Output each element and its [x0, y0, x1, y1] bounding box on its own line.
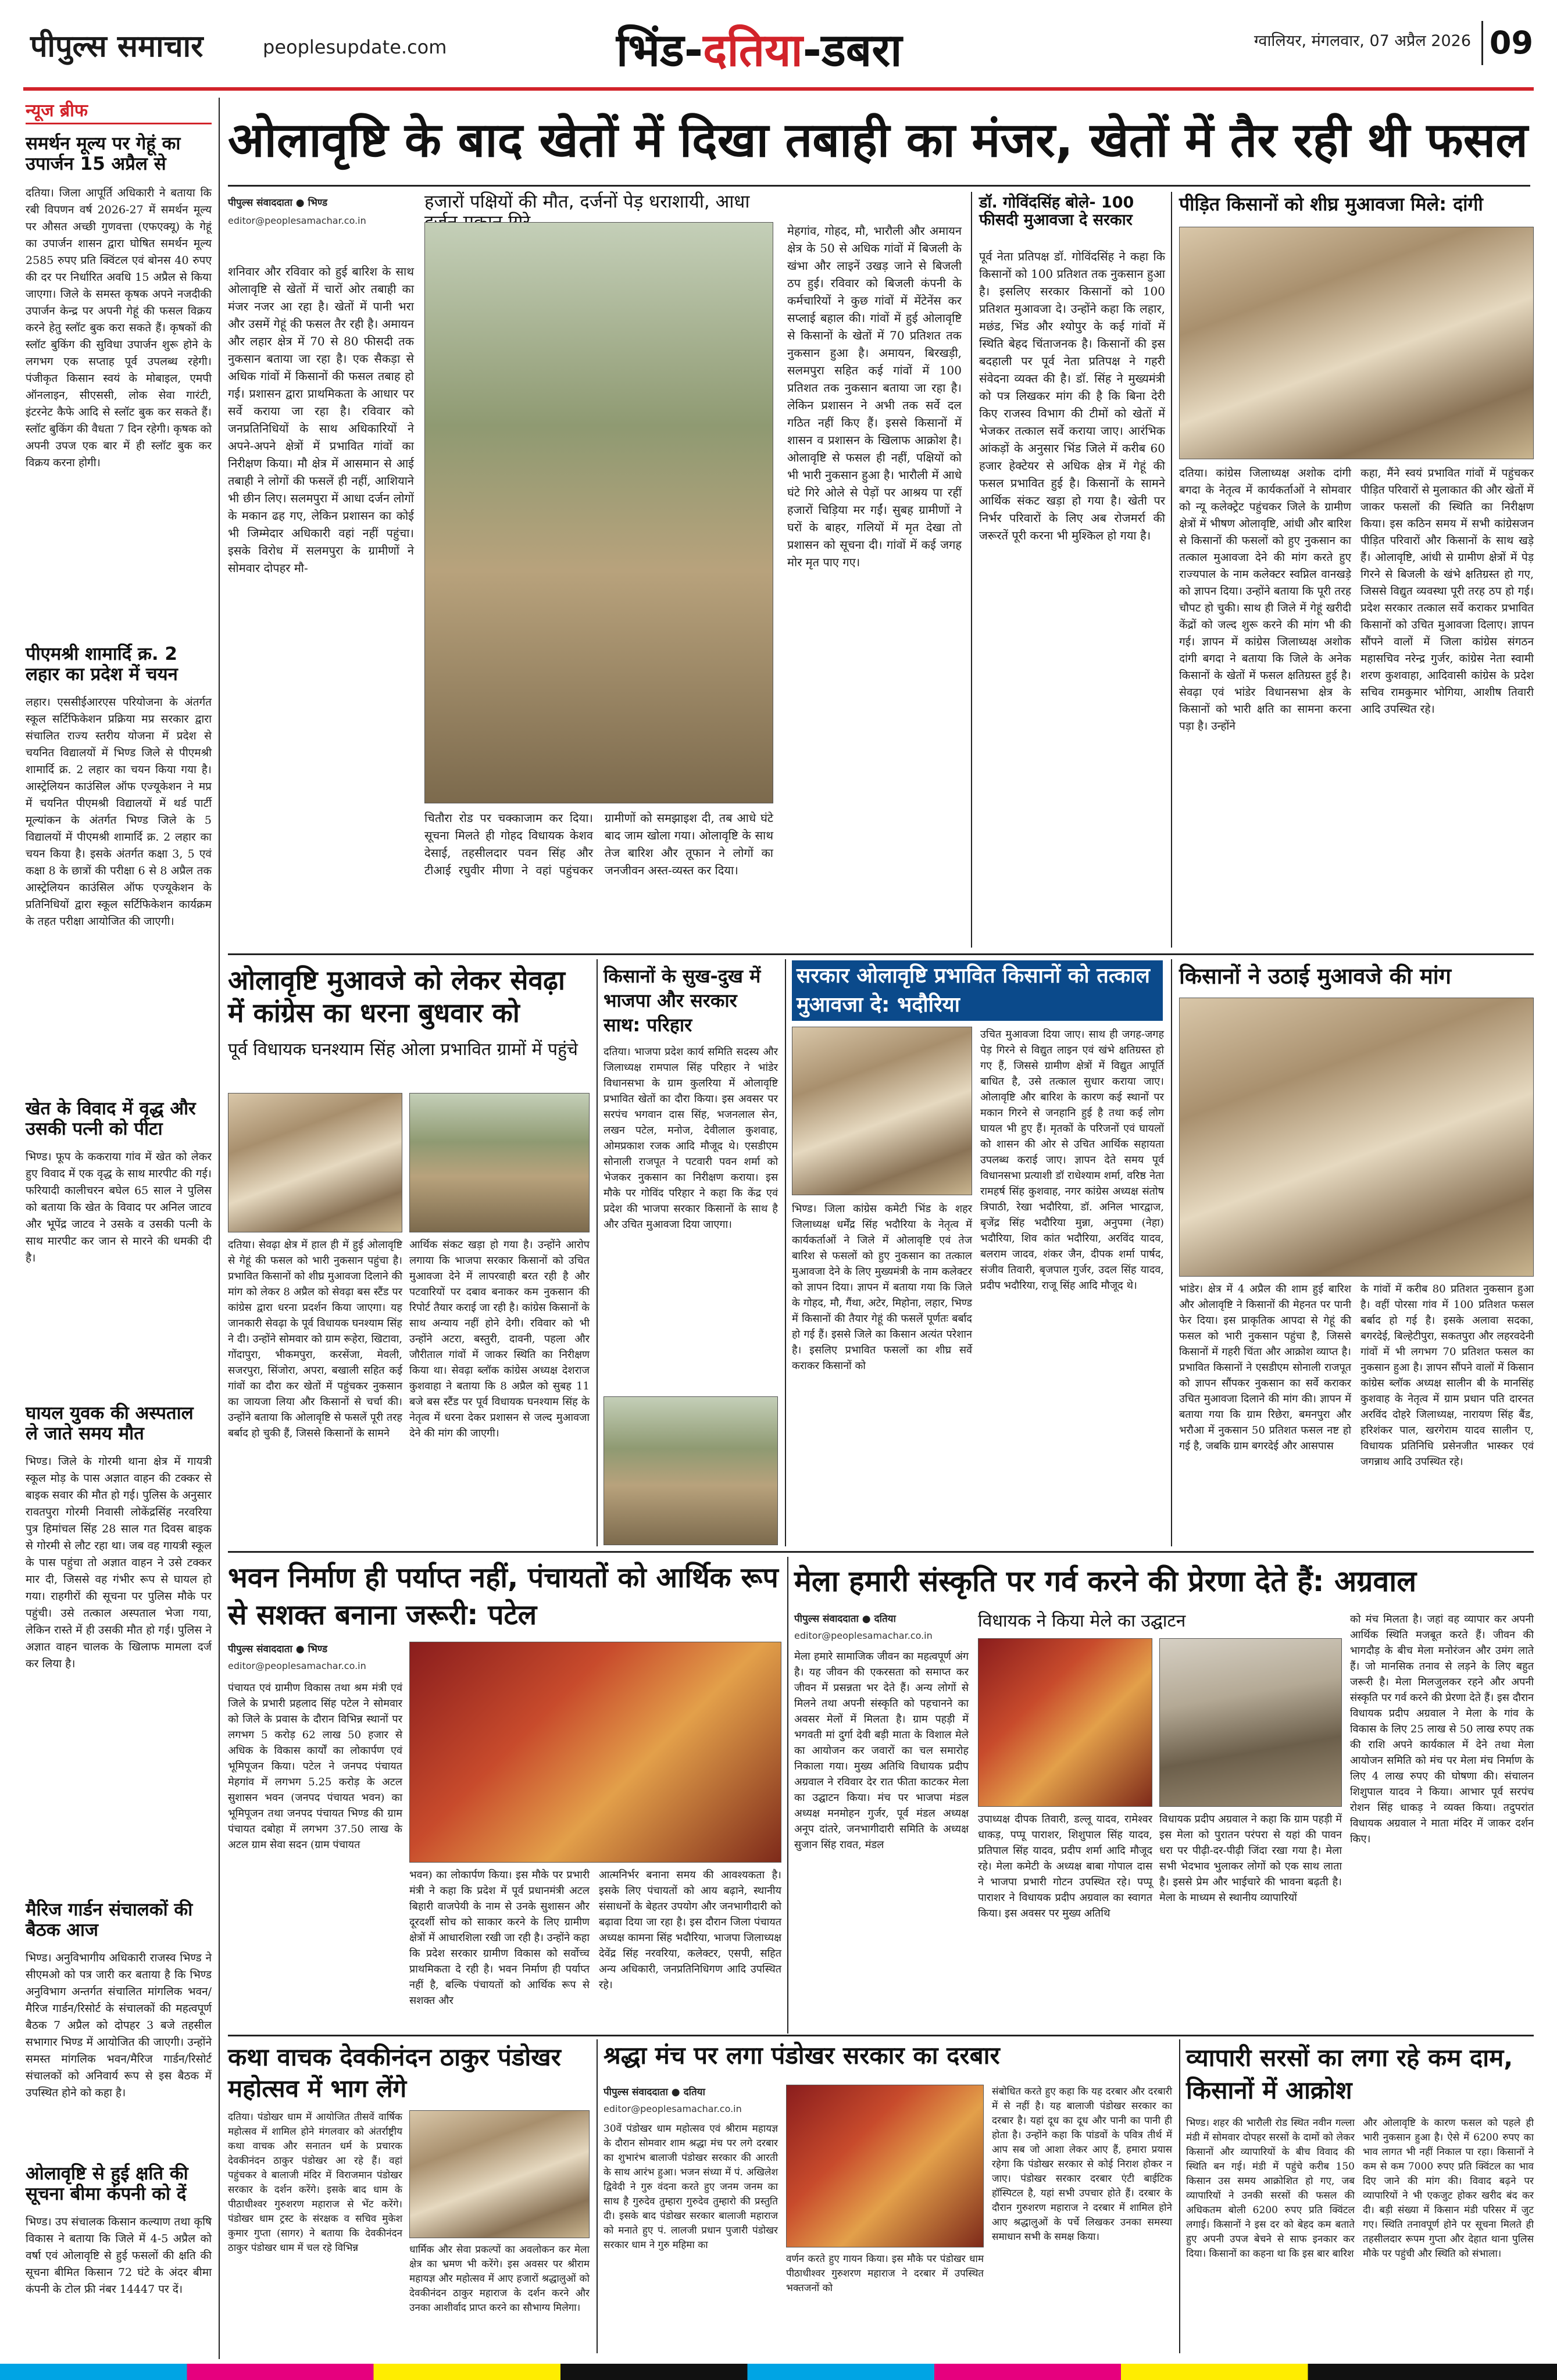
sevdha-photo-2: [409, 1093, 590, 1232]
pandokhar-email[interactable]: editor@peoplesamachar.co.in: [603, 2103, 742, 2114]
sevdha-headline: ओलावृष्टि मुआवजे को लेकर सेवढ़ा में कांग्रेस का धरना बुधवार को: [228, 964, 565, 1028]
dateline: ग्वालियर, मंगलवार, 07 अप्रैल 2026: [1254, 32, 1471, 50]
agrawal-photo-2: [1159, 1638, 1342, 1807]
bhadauria-text-col1: भिण्ड। जिला कांग्रेस कमेटी भिंड के शहर जिलाध्यक्ष धर्मेंद्र सिंह भदौरिया के नेतृत्व में कार्यकर्ताओं ने जिले में ओलावृष्टि एवं तेज बारिश से फसलों को हुए नुकसान का तत्काल मुआवजा देने के लिए मुख्यमंत्री के नाम कलेक्टर को ज्ञापन दिया। ज्ञापन में बताया गया कि जिले के गोहद, मौ, गैंथा, अटेर, मिहोना, लहार, भिण्ड में किसानों की तैयार गेहूं की फसलें पूर्णतः बर्बाद हो गई हैं। इससे जिले का किसान अत्यंत परेशान है। इसलिए प्रभावित फसलों का शीघ्र सर्वे कराकर किसानों को: [792, 1203, 972, 1372]
bhadauria-headline: सरकार ओलावृष्टि प्रभावित किसानों को तत्काल मुआवजा दे: भदौरिया: [792, 960, 1163, 1021]
katha-text-col1: दतिया। पंडोखर धाम में आयोजित तीसवें वार्षिक महोत्सव में शामिल होने मंगलवार को अंतर्राष्ट्रीय कथा वाचक और सनातन धर्म के प्रचारक देवकीनंदन ठाकुर पंडोखर आ रहे हैं। वहां पहुंचकर वे बालाजी मंदिर में विराजमान पंडोखर सरकार के दर्शन करेंगे। इसके बाद धाम के पीठाधीश्वर गुरुशरण महाराज से भेंट करेंगे। पंडोखर धाम ट्रस्ट के संरक्षक व सचिव मुकेश कुमार गुप्ता (सागर) ने बताया कि देवकीनंदन ठाकुर पंडोखर धाम में चल रहे विभिन्न: [228, 2111, 402, 2254]
section-rule: [228, 2035, 1534, 2036]
pandokhar-byline: पीपुल्स संवाददाता ● दतिया: [603, 2086, 705, 2098]
patel-text-col1: पंचायत एवं ग्रामीण विकास तथा श्रम मंत्री एवं जिले के प्रभारी प्रहलाद सिंह पटेल ने सोमवार को जिले के प्रवास के दौरान विभिन्न स्थानों पर लगभग 5 करोड़ 62 लाख 50 हजार से अधिक के विकास कार्यों का लोकार्पण एवं भूमिपूजन किया। पटेल ने जनपद पंचायत मेहगांव में लगभग 5.25 करोड़ के अटल सुशासन भवन (जनपद पंचायत भवन) का भूमिपूजन तथा जनपद पंचायत भिण्ड की ग्राम पंचायत दबोहा में लगभग 37.50 लाख के अटल ग्राम सेवा सदन (ग्राम पंचायत: [228, 1682, 402, 1851]
column-divider: [1171, 192, 1172, 948]
sevdha-text-col1: दतिया। सेवढ़ा क्षेत्र में हाल ही में हुई ओलावृष्टि से गेहूं की फसल को भारी नुकसान पहुंचा है। प्रभावित किसानों को शीघ्र मुआवजा दिलाने की मांग को लेकर 8 अप्रैल को सेवढ़ा बस स्टैंड पर कांग्रेस द्वारा धरना प्रदर्शन किया जाएगा। यह जानकारी सेवढ़ा के पूर्व विधायक घनश्याम सिंह ने दी। उन्होंने सोमवार को ग्राम रूहेरा, खिटावा, गोंदापुरा, भीकमपुरा, करसेंजा, मेवली, सजरपुरा, सिंजोरा, अपरा, बखाली सहित कई गांवों का दौरा कर खेतों में पहुंचकर नुकसान का जायजा लिया और किसानों से चर्चा की। उन्होंने बताया कि ओलावृष्टि से फसलें पूरी तरह बर्बाद हो चुकी हैं, जिससे किसानों के सामने: [228, 1239, 402, 1439]
pandokhar-text-col2: वर्णन करते हुए गायन किया। इस मौके पर पंडोखर धाम पीठाधीश्वर गुरुशरण महाराज ने दरबार में उपस्थित भक्तजनों को: [786, 2253, 984, 2294]
logo: पीपुल्स समाचार: [30, 29, 203, 64]
sevdha-photo-1: [228, 1093, 402, 1232]
dangi-headline: पीड़ित किसानों को शीघ्र मुआवजा मिले: दांगी: [1179, 193, 1483, 215]
patel-photo: [409, 1642, 781, 1863]
sevdha-text-col2: आर्थिक संकट खड़ा हो गया है। उन्होंने आरोप लगाया कि भाजपा सरकार किसानों को उचित मुआवजा देने में लापरवाही बरत रही है और पटवारियों पर दबाव बनाकर कम नुकसान की रिपोर्ट तैयार कराई जा रही है। कांग्रेस किसानों के साथ अन्याय नहीं होने देगी। रविवार को भी उन्होंने अटरा, बस्तुरी, दावनी, पहला और जौरीताल गांवों में जाकर स्थिति का निरीक्षण किया था। सेवढ़ा ब्लॉक कांग्रेस अध्यक्ष देशराज कुशवाहा ने बताया कि 8 अप्रैल को सुबह 11 बजे बस स्टैंड पर पूर्व विधायक घनश्याम सिंह के नेतृत्व में धरना देकर प्रशासन से जल्द मुआवजा देने की मांग की जाएगी।: [409, 1239, 590, 1439]
brief-title: समर्थन मूल्य पर गेहूं का उपार्जन 15 अप्रैल से: [26, 133, 181, 174]
govind-headline: डॉ. गोविंदसिंह बोले- 100 फीसदी मुआवजा दे सरकार: [979, 194, 1134, 230]
agrawal-text-col3: विधायक प्रदीप अग्रवाल ने कहा कि ग्राम पहड़ी में इस मेला को पुरातन परंपरा से यहां की पावन धरा पर पीढ़ी-दर-पीढ़ी जिंदा रखा गया है। मेला सभी भेदभाव भुलाकर लोगों को एक साथ लाता है। इससे प्रेम और भाईचारे की भावना बढ़ती है। मेला के माध्यम से स्थानीय व्यापारियों: [1159, 1813, 1342, 1904]
agrawal-text-col1: मेला हमारे सामाजिक जीवन का महत्वपूर्ण अंग है। यह जीवन की एकरसता को समाप्त कर जीवन में प्रसन्नता भर देते हैं। अन्य लोगों से मिलने तथा अपनी संस्कृति को पहचानने का अवसर मेलों में मिलता है। ग्राम पहड़ी में भगवती मां दुर्गा देवी बड़ी माता के विशाल मेले का आयोजन कर जवारों का चल समारोह निकाला गया। मुख्य अतिथि विधायक प्रदीप अग्रवाल ने रविवार देर रात फीता काटकर मेला का उद्घाटन किया। मंच पर भाजपा मंडल अध्यक्ष मनमोहन गुर्जर, पूर्व मंडल अध्यक्ष अनूप दांतरे, जनभागीदारी समिति के अध्यक्ष सुजान सिंह रावत, मंडल: [794, 1650, 969, 1851]
katha-headline: कथा वाचक देवकीनंदन ठाकुर पंडोखर महोत्सव में भाग लेंगे: [228, 2043, 561, 2103]
page-number: 09: [1481, 21, 1540, 65]
section-rule: [228, 953, 1534, 955]
lead-subhead: हजारों पक्षियों की मौत, दर्जनों पेड़ धराशायी, आधा: [424, 191, 750, 212]
brief-text: भिण्ड। फूप के ककराया गांव में खेत को लेकर हुए विवाद में एक वृद्ध के साथ मारपीट की गई। फरियादी कालीचरन बघेल 65 साल ने पुलिस को बताया कि खेत के विवाद पर अनिल जाटव और भूपेंद्र जाटव ने उसके व उसकी पत्नी के साथ मारपीट कर जान से मारने की धमकी दी है।: [26, 1150, 212, 1264]
column-divider: [1179, 2039, 1180, 2353]
brief-title: ओलावृष्टि से हुई क्षति की सूचना बीमा कंपनी को दें: [26, 2163, 188, 2204]
agrawal-text-col4: को मंच मिलता है। जहां वह व्यापार कर अपनी आर्थिक स्थिति मजबूत करते हैं। जीवन की भागदौड़ के बीच मेला मनोरंजन और उमंग लाते हैं। जो मानसिक तनाव से लड़ने के लिए बहुत जरूरी है। मेला मिलजुलकर रहने और अपनी संस्कृति पर गर्व करने की प्रेरणा देते हैं। इस दौरान विधायक प्रदीप अग्रवाल ने मेला के गांव के विकास के लिए 25 लाख से 50 लाख रुपए तक की राशि अपने कार्यकाल में देने तथा मेला आयोजन समिति को मंच पर मेला मंच निर्माण के लिए 4 लाख रुपए की घोषणा की। संचालन शिशुपाल यादव ने किया। आभार पूर्व सरपंच रोशन सिंह धाकड़ ने व्यक्त किया। तदुपरांत विधायक अग्रवाल ने माता मंदिर में जाकर दर्शन किए।: [1350, 1613, 1534, 1845]
brief-text: भिण्ड। उप संचालक किसान कल्याण तथा कृषि विकास ने बताया कि जिले में 4-5 अप्रैल को वर्षा एवं ओलावृष्टि से हुई फसलों की क्षति की सूचना बीमित किसान 72 घंटे के अंदर बीमा कंपनी के टोल फ्री नंबर 14447 पर दें।: [26, 2215, 212, 2296]
patel-email[interactable]: editor@peoplesamachar.co.in: [228, 1660, 366, 1671]
mang-photo: [1179, 998, 1534, 1277]
lead-photo-caption: चितौरा रोड पर चक्काजाम कर दिया। सूचना मिलते ही गोहद विधायक केशव देसाई, तहसीलदार पवन सिंह और टीआई रघुवीर मीणा ने वहां पहुंचकर ग्रामीणों को समझाइश दी, तब आधे घंटे बाद जाम खोला गया। ओलावृष्टि के साथ तेज बारिश और तूफान ने लोगों का जनजीवन अस्त-व्यस्त कर दिया।: [424, 811, 773, 877]
brief-text: दतिया। जिला आपूर्ति अधिकारी ने बताया कि रबी विपणन वर्ष 2026-27 में समर्थन मूल्य पर औसत अच्छी गुणवत्ता (एफएक्यू) के गेहूं का उपार्जन शासन द्वारा घोषित समर्थन मूल्य 2585 रुपए प्रति क्विंटल एवं बोनस 40 रुपए की दर पर निर्धारित अवधि 15 अप्रैल से किया जाएगा। जिले के समस्त कृषक अपने नजदीकी उपार्जन केन्द्र पर अपनी गेहूं की फसल विक्रय करने हेतु स्लॉट बुक करा सकते हैं। कृषकों की स्लॉट बुकिंग की सुविधा उपार्जन शुरू होने के लगभग एक सप्ताह पूर्व उपलब्ध रहेगी। पंजीकृत किसान स्वयं के मोबाइल, एमपी ऑनलाइन, सीएससी, लोक सेवा गारंटी, इंटरनेट कैफे आदि से स्लॉट बुक कर सकते हैं। स्लॉट बुकिंग की वैधता 7 दिन रहेगी। कृषक को अपनी उपज एक बार में ही स्लॉट बुक कर विक्रय करना होगी।: [26, 187, 212, 469]
brief-title: घायल युवक की अस्पताल ले जाते समय मौत: [26, 1403, 194, 1444]
column-divider: [597, 959, 598, 1546]
column-divider: [1171, 959, 1172, 1546]
brief-text: लहार। एससीईआरएस परियोजना के अंतर्गत स्कूल सर्टिफिकेशन प्रक्रिया मप्र सरकार द्वारा संचालित राज्य स्तरीय योजना में प्रदेश से चयनित विद्यालयों में भिण्ड जिले से पीएमश्री शामार्दि क्र. 2 लहार का चयन किया गया है। आस्ट्रेलियन काउंसिल ऑफ एज्यूकेशन ने मप्र में चयनित पीएमश्री विद्यालयों में थर्ड पार्टी मूल्यांकन के अंतर्गत भिण्ड जिले के 5 विद्यालयों में पीएमश्री शामार्दि क्र. 2 लहार का चयन किया है। इसके अंतर्गत कक्षा 3, 5 एवं कक्षा 8 के छात्रों की परीक्षा 6 से 8 अप्रैल तक आस्ट्रेलियन काउंसिल ऑफ एज्यूकेशन के प्रतिनिधियों द्वारा स्कूल सर्टिफिकेशन कार्यक्रम के तहत परीक्षा आयोजित की जाएगी।: [26, 696, 212, 928]
agrawal-text-col2: उपाध्यक्ष दीपक तिवारी, डल्लू यादव, रामेश्वर धाकड़, पप्पू पाराशर, शिशुपाल सिंह यादव, प्रतिपाल सिंह यादव, प्रदीप शर्मा आदि मौजूद रहे। मेला कमेटी के अध्यक्ष बाबा गोपाल दास ने भाजपा प्रभारी गोटन उपस्थित रहे। पप्पू पाराशर ने विधायक प्रदीप अग्रवाल का स्वागत किया। इस अवसर पर मुख्य अतिथि: [978, 1813, 1152, 1920]
section-rule: [228, 1551, 1534, 1553]
mang-text-col1: भांडेर। क्षेत्र में 4 अप्रैल की शाम हुई बारिश और ओलावृष्टि ने किसानों की मेहनत पर पानी फेर दिया। इस प्राकृतिक आपदा से गेहूं की फसल को भारी नुकसान पहुंचा है, जिससे किसानों में गहरी चिंता और आक्रोश व्याप्त है। प्रभावित किसानों ने एसडीएम सोनाली राजपूत को ज्ञापन सौंपकर नुकसान का सर्वे कराकर उचित मुआवजा दिलाने की मांग की। ज्ञापन में बताया गया कि ग्राम रिछेरा, बमनपुरा और भरौआ में नुकसान 50 प्रतिशत फसल नष्ट हो गई है, जबकि ग्राम बगरदेई और आसपास: [1179, 1283, 1351, 1452]
column-divider: [785, 959, 786, 1546]
katha-text-col2: धार्मिक और सेवा प्रकल्पों का अवलोकन कर मेला क्षेत्र का भ्रमण भी करेंगे। इस अवसर पर श्रीराम महायज्ञ और महोत्सव में आए हजारों श्रद्धालुओं को देवकीनंदन ठाकुर महाराज के दर्शन करने और उनका आशीर्वाद प्राप्त करने का सौभाग्य मिलेगा।: [409, 2244, 590, 2314]
lead-text-col1: शनिवार और रविवार को हुई बारिश के साथ ओलावृष्टि से खेतों में चारों ओर तबाही का मंजर नजर आ रहा है। खेतों में पानी भरा और उसमें गेहूं की फसल तैर रही है। अमायन और लहार क्षेत्र में 70 से 80 फीसदी तक नुकसान बताया जा रहा है। एक सैकड़ा से अधिक गांवों में किसानों की फसल तबाह हो गई। प्रशासन द्वारा प्राथमिकता के आधार पर सर्वे कराया जा रहा है। रविवार को जनप्रतिनिधियों के साथ अधिकारियों ने अपने-अपने क्षेत्रों में प्रभावित गांवों का निरीक्षण किया। मौ क्षेत्र में आसमान से आई तबाही ने लोगों की फसलें ही नहीं, आशियाने भी छीन लिए। सलमपुरा में आधा दर्जन लोगों के मकान ढह गए, लेकिन प्रशासन का कोई भी जिम्मेदार अधिकारी वहां नहीं पहुंचा। इसके विरोध में सलमपुरा के ग्रामीणों ने सोमवार दोपहर मौ-: [228, 265, 414, 575]
agrawal-photo-label: विधायक ने किया मेले का उद्घाटन: [978, 1611, 1186, 1631]
pandokhar-text-col1: 30वें पंडोखर धाम महोत्सव एवं श्रीराम महायज्ञ के दौरान सोमवार शाम श्रद्धा मंच पर लगे दरबार का शुभारंभ बालाजी पंडोखर सरकार की आरती के साथ आरंभ हुआ। भजन संध्या में पं. अखिलेश द्विवेदी ने गुरु वंदना करते हुए जनम जनम का साथ है गुरुदेव तुम्हारा गुरुदेव तुम्हारो की प्रस्तुति दी। इसके बाद पंडोखर सरकार बालाजी महाराज को मनाते हुए पं. लालजी प्रधान पुजारी पंडोखर सरकार धाम ने गुरु महिमा का: [603, 2123, 778, 2251]
section-title-bhind: भिंड-: [616, 24, 703, 77]
patel-text-col3: आत्मनिर्भर बनाना समय की आवश्यकता है। इसके लिए पंचायतों को आय बढ़ाने, स्थानीय संसाधनों के बेहतर उपयोग और जनभागीदारी को बढ़ावा दिया जा रहा है। इस दौरान जिला पंचायत अध्यक्ष कामना सिंह भदौरिया, भाजपा जिलाध्यक्ष देवेंद्र सिंह नरवरिया, कलेक्टर, एसपी, सहित अन्य अधिकारी, जनप्रतिनिधिगण आदि उपस्थित रहे।: [599, 1869, 781, 1991]
katha-photo: [409, 2110, 590, 2238]
lead-headline: ओलावृष्टि के बाद खेतों में दिखा तबाही का मंजर, खेतों में तैर रही थी फसल: [228, 113, 1528, 168]
brief-text: भिण्ड। जिले के गोरमी थाना क्षेत्र में गायत्री स्कूल मोड़ के पास अज्ञात वाहन की टक्कर से बाइक सवार की मौत हो गई। पुलिस के अनुसार रावतपुरा गोरमी निवासी लोकेंद्रसिंह नरवरिया पुत्र हिमांचल सिंह 28 साल गत दिवस बाइक से गोरमी से लौट रहा था। जब वह गायत्री स्कूल के पास पहुंचा तो अज्ञात वाहन ने उसे टक्कर मार दी, जिससे वह गंभीर रूप से घायल हो गया। राहगीरों की सूचना पर पुलिस मौके पर पहुंची। उसे तत्काल अस्पताल भेजा गया, लेकिन रास्ते में ही उसकी मौत हो गई। पुलिस ने अज्ञात वाहन चालक के खिलाफ मामला दर्ज कर लिया है।: [26, 1455, 212, 1670]
sevdha-subhead: पूर्व विधायक घनश्याम सिंह ओला प्रभावित ग्रामों में पहुंचे: [228, 1039, 578, 1060]
parihar-photo: [603, 1396, 778, 1545]
patel-headline: भवन निर्माण ही पर्याप्त नहीं, पंचायतों को आर्थिक रूप से सशक्त बनाना जरूरी: पटेल: [228, 1561, 779, 1631]
lead-text-col3: मेहगांव, गोहद, मौ, भारौली और अमायन क्षेत्र के 50 से अधिक गांवों में बिजली के खंभा और लाइनें उखड़ जाने से बिजली ठप हुई। रविवार को बिजली कंपनी के कर्मचारियों ने कुछ गांवों में मेंटेनेंस कर सप्लाई बहाल की। गांवों में हुई ओलावृष्टि से किसानों के खेतों में 70 प्रतिशत तक नुकसान हुआ है। अमायन, बिरखड़ी, सलमपुरा सहित कई गांवों में 100 प्रतिशत तक नुकसान बताया जा रहा है। लेकिन प्रशासन ने अभी तक सर्वे दल गठित नहीं किए हैं। इससे किसानों में शासन व प्रशासन के खिलाफ आक्रोश है। ओलावृष्टि से फसल ही नहीं, पक्षियों को भी भारी नुकसान हुआ है। भारौली में आधे घंटे गिरे ओले से पेड़ों पर आश्रय पा रहीं हजारों चिड़िया मर गईं। सुबह ग्रामीणों ने घरों के बाहर, गलियों में मृत देखा तो प्रशासन को सूचना दी। गांवों में कई जगह मोर मृत पाए गए।: [787, 224, 962, 569]
column-divider: [219, 98, 220, 2359]
agrawal-photo-1: [978, 1638, 1152, 1807]
column-divider: [971, 192, 972, 948]
pandokhar-headline: श्रद्धा मंच पर लगा पंडोखर सरकार का दरबार: [603, 2041, 1000, 2070]
section-title-datia: दतिया: [703, 24, 803, 77]
brief-title: पीएमश्री शामार्दि क्र. 2 लहार का प्रदेश में चयन: [26, 644, 178, 685]
mang-headline: किसानों ने उठाई मुआवजे की मांग: [1179, 963, 1451, 989]
brief-text: भिण्ड। अनुविभागीय अधिकारी राजस्व भिण्ड ने सीएमओ को पत्र जारी कर बताया है कि भिण्ड अनुविभाग अन्तर्गत संचालित मांगलिक भवन/मैरिज गार्डन/रिसोर्ट के संचालकों की महत्वपूर्ण बैठक 7 अप्रैल को दोपहर 3 बजे तहसील सभागार भिण्ड में आयोजित की जाएगी। उन्होंने समस्त मांगलिक भवन/मैरिज गार्डन/रिसोर्ट संचालकों को अनिवार्य रूप से इस बैठक में उपस्थित होने को कहा है।: [26, 1952, 212, 2099]
agrawal-email[interactable]: editor@peoplesamachar.co.in: [794, 1630, 933, 1641]
section-title: [616, 17, 942, 76]
mang-text-col2: के गांवों में करीब 80 प्रतिशत नुकसान हुआ है। वहीं पोरसा गांव में 100 प्रतिशत फसल बर्बाद हो गई है। इसके अलावा सदका, बगरदेई, बिल्हेटीपुरा, सकतपुरा और लहरवदेनी गांवों में भी लगभग 70 प्रतिशत फसल का नुकसान हुआ है। ज्ञापन सौंपने वालों में किसान कांग्रेस ब्लॉक अध्यक्ष सालीन बी के मानसिंह कुशवाह के नेतृत्व में ग्राम प्रधान पति दारनत अरविंद दोहरे जिलाध्यक्ष, नारायण सिंह बैंड, हरिशंकर पाल, खरगेराम यादव सालीन ए, विधायक प्रतिनिधि प्रसेनजीत भास्कर एवं जगन्नाथ आदि उपस्थित रहे।: [1360, 1283, 1534, 1468]
dangi-text-col1: दतिया। कांग्रेस जिलाध्यक्ष अशोक दांगी बगदा के नेतृत्व में कार्यकर्ताओं ने सोमवार को न्यू कलेक्ट्रेट पहुंचकर जिले के ग्रामीण क्षेत्रों में भीषण ओलावृष्टि, आंधी और बारिश से किसानों की फसलों को हुए नुकसान का तत्काल मुआवजा देने की मांग करते हुए राज्यपाल के नाम कलेक्टर स्वप्निल वानखड़े को ज्ञापन दिया। उन्होंने बताया कि पूरी तरह चौपट हो चुकी। साथ ही जिले में गेहूं खरीदी केंद्रों को जल्द शुरू करने की मांग भी की गई। ज्ञापन में कांग्रेस जिलाध्यक्ष अशोक दांगी बगदा ने बताया कि जिले के अनेक किसानों के खेतों में फसल क्षतिग्रस्त हुई है। सेवढ़ा एवं भांडेर विधानसभा क्षेत्र के किसानों को भारी क्षति का सामना करना पड़ा है। उन्होंने: [1179, 467, 1351, 732]
memorandum-photo: [1179, 227, 1534, 459]
column-divider: [787, 1557, 788, 2034]
patel-text-col2: भवन) का लोकार्पण किया। इस मौके पर प्रभारी मंत्री ने कहा कि प्रदेश में पूर्व प्रधानमंत्री अटल बिहारी वाजपेयी के नाम से उनके सुशासन और दूरदर्शी सोच को साकार करने के लिए ग्रामीण क्षेत्रों में आधारशिला रखी जा रही है। उन्होंने कहा कि प्रदेश सरकार ग्रामीण विकास को सर्वोच्च प्राथमिकता दे रही है। भवन निर्माण ही पर्याप्त नहीं है, बल्कि पंचायतों को आर्थिक रूप से सशक्त और: [409, 1869, 590, 2007]
dangi-text-col2: कहा, मैंने स्वयं प्रभावित गांवों में पहुंचकर पीड़ित परिवारों से मुलाकात की और खेतों में जाकर फसलों की स्थिति का निरीक्षण किया। इस कठिन समय में सभी कांग्रेसजन पीड़ित परिवारों और किसानों के साथ खड़े हैं। ओलावृष्टि, आंधी से ग्रामीण क्षेत्रों में पेड़ गिरने से बिजली के खंभे क्षतिग्रस्त हो गए, जिससे विद्युत व्यवस्था पूरी तरह ठप हो गई। प्रदेश सरकार तत्काल सर्वे कराकर प्रभावित किसानों को उचित मुआवजा दिलाए। ज्ञापन सौंपने वालों में जिला कांग्रेस संगठन महासचिव नरेन्द्र गुर्जर, कांग्रेस नेता स्वामी शरण कुशवाहा, आदिवासी कांग्रेस के प्रदेश सचिव रामकुमार भोगिया, आशीष तिवारी आदि उपस्थित रहे।: [1360, 467, 1534, 716]
parihar-text: दतिया। भाजपा प्रदेश कार्य समिति सदस्य और जिलाध्यक्ष रामपाल सिंह परिहार ने भांडेर विधानसभा के ग्राम कुलरिया में ओलावृष्टि प्रभावित खेतों का दौरा किया। इस अवसर पर सरपंच भगवान दास सिंह, भजनलाल सेन, लखन पटेल, मनोज, देवीलाल कुशवाह, ओमप्रकाश रजक आदि मौजूद थे। एसडीएम सोनाली राजपूत ने पटवारी पवन शर्मा को भेजकर नुकसान का निरीक्षण कराया। इस मौके पर गोविंद परिहार ने कहा कि केंद्र एवं प्रदेश की भाजपा सरकार किसानों के साथ है और उचित मुआवजा दिया जाएगा।: [603, 1046, 778, 1231]
agrawal-headline: मेला हमारी संस्कृति पर गर्व करने की प्रेरणा देते हैं: अग्रवाल: [794, 1564, 1417, 1598]
print-color-bar: [0, 2364, 1557, 2380]
hail-damage-photo: [424, 222, 773, 803]
bhadauria-photo: [792, 1027, 972, 1195]
agrawal-byline: पीपुल्स संवाददाता ● दतिया: [794, 1613, 896, 1625]
pandokhar-photo: [786, 2085, 984, 2247]
parihar-headline: किसानों के सुख-दुख में भाजपा और सरकार साथ: परिहार: [603, 965, 761, 1036]
lead-byline: पीपुल्स संवाददाता ● भिण्ड: [228, 197, 328, 209]
lead-email[interactable]: editor@peoplesamachar.co.in: [228, 215, 366, 226]
govind-text: पूर्व नेता प्रतिपक्ष डॉ. गोविंदसिंह ने कहा कि किसानों को 100 प्रतिशत तक नुकसान हुआ है। इसलिए सरकार किसानों को 100 प्रतिशत मुआवजा दे। उन्होंने कहा कि लहार, मछंड, भिंड और श्योपुर के कई गांवों में स्थिति बेहद चिंताजनक है। किसानों की इस बदहाली पर पूर्व नेता प्रतिपक्ष ने गहरी संवेदना व्यक्त की है। डॉ. सिंह ने मुख्यमंत्री को पत्र लिखकर मांग की है कि बिना देरी किए राजस्व विभाग की टीमों को खेतों में भेजकर तत्काल सर्वे कराया जाए। आरंभिक आंकड़ों के अनुसार भिंड जिले में करीब 60 हजार हेक्टेयर से अधिक क्षेत्र में गेहूं की फसल प्रभावित हुई है। किसानों के सामने आर्थिक संकट खड़ा हो गया है। खेती पर निर्भर परिवारों के लिए अब रोजमर्रा की जरूरतें पूरी करना भी मुश्किल हो गया है।: [979, 249, 1165, 542]
patel-byline: पीपुल्स संवाददाता ● भिण्ड: [228, 1643, 328, 1655]
sarson-text-col1: भिण्ड। शहर की भारौली रोड स्थित नवीन गल्ला मंडी में सोमवार दोपहर सरसों के दामों को लेकर किसानों और व्यापारियों के बीच विवाद की स्थिति बन गई। मंडी में पहुंचे करीब 150 किसान उस समय आक्रोशित हो गए, जब व्यापारियों ने उनकी सरसों की फसल की अधिकतम बोली 6200 रुपए प्रति क्विंटल लगाई। किसानों ने इस दर को बेहद कम बताते हुए अपनी उपज बेचने से साफ इनकार कर दिया। किसानों का कहना था कि इस बार बारिश: [1186, 2117, 1355, 2260]
news-brief-label: न्यूज ब्रीफ: [26, 98, 212, 124]
section-title-dabra: -डबरा: [802, 24, 902, 77]
news-brief-column: [26, 98, 212, 2359]
brief-title: खेत के विवाद में वृद्ध और उसकी पत्नी को पीटा: [26, 1098, 196, 1139]
pandokhar-text-col3: संबोधित करते हुए कहा कि यह दरबार और दरबारी में से नहीं है। यह बालाजी पंडोखर सरकार का दरबार है। यहां दूध का दूध और पानी का पानी ही होता है। उन्होंने कहा कि पांडवों के पवित्र तीर्थ में आप सब जो आशा लेकर आए हैं, हमारा प्रयास रहेगा कि पंडोखर सरकार से कोई निराश होकर न जाए। पंडोखर सरकार दरबार एंटी बाईटिक हॉस्पिटल है, यहां सभी उपचार होते हैं। दरबार के दौरान गुरुशरण महाराज ने दरबार में शामिल होने आए श्रद्धालुओं के पर्चे लिखकर उनका समस्या समाधान सभी के समक्ष किया।: [992, 2086, 1172, 2243]
column-divider: [597, 2039, 598, 2353]
brief-title: मैरिज गार्डन संचालकों की बैठक आज: [26, 1899, 193, 1941]
masthead: [0, 0, 1557, 87]
lead-rule: [228, 185, 1530, 187]
sarson-text-col2: और ओलावृष्टि के कारण फसल को पहले ही भारी नुकसान हुआ है। ऐसे में 6200 रुपए का भाव लागत भी नहीं निकाल पा रहा। किसानों ने कम से कम 7000 रुपए प्रति क्विंटल का भाव दिए जाने की मांग की। विवाद बढ़ने पर व्यापारियों ने भी एकजुट होकर खरीद बंद कर दी। बड़ी संख्या में किसान मंडी परिसर में जुट गए। स्थिति तनावपूर्ण होने पर सूचना मिलते ही तहसीलदार रूपम गुप्ता और देहात थाना पुलिस मौके पर पहुंची और स्थिति को संभाला।: [1363, 2117, 1534, 2260]
sarson-headline: व्यापारी सरसों का लगा रहे कम दाम, किसानों में आक्रोश: [1186, 2043, 1513, 2104]
bhadauria-text-col2: उचित मुआवजा दिया जाए। साथ ही जगह-जगह पेड़ गिरने से विद्युत लाइन एवं खंभे क्षतिग्रस्त हो गए हैं, जिससे ग्रामीण क्षेत्रों में विद्युत आपूर्ति बाधित है, उसे तत्काल सुधार कराया जाए। ओलावृष्टि और बारिश के कारण कई स्थानों पर मकान गिरने से जनहानि हुई है तथा कई लोग घायल भी हुए हैं। मृतकों के परिजनों एवं घायलों को शासन की ओर से उचित आर्थिक सहायता उपलब्ध कराई जाए। ज्ञापन देते समय पूर्व विधानसभा प्रत्याशी डॉ राधेश्याम शर्मा, वरिष्ठ नेता रामहर्ष सिंह कुशवाह, नगर कांग्रेस अध्यक्ष संतोष त्रिपाठी, रेखा भदौरिया, डॉ. अनिल भारद्वाज, बृजेंद्र सिंह भदौरिया मुन्ना, अनुपमा (नेहा) भदौरिया, शिव कांत भदौरिया, अरविंद यादव, बलराम जादव, शंकर जैन, दीपक शर्मा पार्षद, संजीव तिवारी, बृजपाल गुर्जर, उदल सिंह यादव, प्रदीप भदौरिया, राजू सिंह आदि मौजूद थे।: [980, 1028, 1164, 1292]
masthead-rule: [23, 87, 1534, 91]
website-link[interactable]: peoplesupdate.com: [263, 36, 447, 58]
